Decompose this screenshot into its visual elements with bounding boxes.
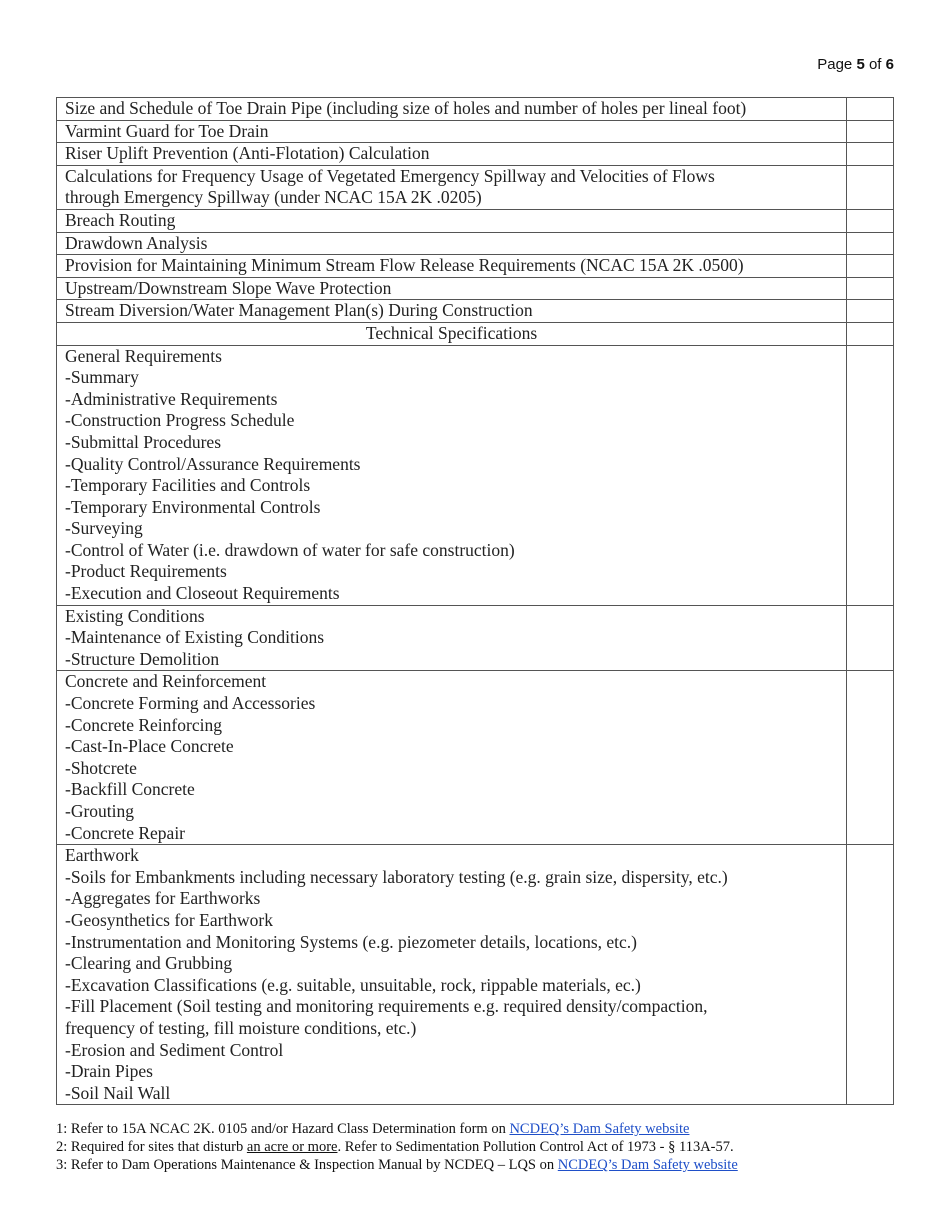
item-text: -Temporary Environmental Controls [65, 496, 321, 517]
item-cell [57, 143, 847, 166]
dam-safety-link[interactable]: NCDEQ’s Dam Safety website [557, 1157, 738, 1173]
checklist-table [56, 97, 894, 1105]
item-text: -Instrumentation and Monitoring Systems (e.g. piezometer details, locations, etc.) [65, 931, 638, 952]
item-text: -Fill Placement (Soil testing and monitoring requirements e.g. required density/compaction, [65, 996, 708, 1017]
item-text: Existing Conditions [65, 605, 205, 626]
item-text: -Quality Control/Assurance Requirements [65, 453, 361, 474]
table-row [57, 165, 894, 209]
item-text: -Submittal Procedures [65, 431, 222, 452]
page-of: of [868, 56, 882, 73]
page-number [817, 56, 894, 73]
table-row [57, 605, 894, 671]
item-cell [57, 345, 847, 605]
item-cell [57, 255, 847, 278]
footnote-2 [56, 1138, 738, 1156]
check-cell[interactable] [847, 120, 894, 143]
check-cell[interactable] [847, 300, 894, 323]
dam-safety-link[interactable]: NCDEQ’s Dam Safety website [509, 1121, 690, 1137]
item-text: -Temporary Facilities and Controls [65, 475, 311, 496]
item-text: -Drain Pipes [65, 1061, 153, 1082]
check-cell[interactable] [847, 277, 894, 300]
checklist-top-rows [57, 98, 894, 323]
page-current: 5 [856, 56, 865, 73]
item-text: Varmint Guard for Toe Drain [65, 120, 269, 141]
item-text: -Structure Demolition [65, 648, 220, 669]
check-cell[interactable] [847, 605, 894, 671]
item-text: -Control of Water (i.e. drawdown of water for safe construction) [65, 539, 515, 560]
footnotes [56, 1120, 738, 1174]
item-text: Calculations for Frequency Usage of Vegetated Emergency Spillway and Velocities of Flows [65, 165, 715, 186]
item-cell [57, 277, 847, 300]
item-text: -Aggregates for Earthworks [65, 888, 261, 909]
table-row [57, 232, 894, 255]
item-text: -Erosion and Sediment Control [65, 1039, 284, 1060]
item-text: -Shotcrete [65, 757, 137, 778]
item-text: Size and Schedule of Toe Drain Pipe (including size of holes and number of holes per lineal foot) [65, 98, 747, 118]
item-cell [57, 300, 847, 323]
item-text: -Administrative Requirements [65, 388, 278, 409]
table-row [57, 300, 894, 323]
footnote-2-text: 2: Required for sites that disturb [56, 1139, 247, 1155]
checklist-bottom-rows [57, 345, 894, 1105]
footnote-3 [56, 1156, 738, 1174]
item-text: -Maintenance of Existing Conditions [65, 627, 325, 648]
item-text: frequency of testing, fill moisture conditions, etc.) [65, 1017, 417, 1038]
check-cell[interactable] [847, 143, 894, 166]
item-text: Concrete and Reinforcement [65, 671, 267, 692]
item-cell [57, 845, 847, 1105]
footnote-1 [56, 1120, 738, 1138]
check-cell[interactable] [847, 98, 894, 121]
item-text: -Surveying [65, 518, 143, 539]
item-cell [57, 605, 847, 671]
item-text: -Concrete Forming and Accessories [65, 693, 316, 714]
footnote-3-text: 3: Refer to Dam Operations Maintenance & Inspection Manual by NCDEQ – LQS on [56, 1157, 558, 1173]
item-text: Stream Diversion/Water Management Plan(s) During Construction [65, 300, 533, 321]
item-text: -Concrete Repair [65, 822, 186, 843]
item-text: -Product Requirements [65, 561, 227, 582]
footnote-2-text-cont: . Refer to Sedimentation Pollution Control Act of 1973 - § 113A-57. [337, 1139, 734, 1155]
check-cell[interactable] [847, 232, 894, 255]
table-row [57, 255, 894, 278]
section-heading: Technical Specifications [57, 322, 847, 345]
table-row [57, 98, 894, 121]
page-label: Page [817, 56, 853, 73]
check-cell[interactable] [847, 322, 894, 345]
item-text: -Cast-In-Place Concrete [65, 736, 234, 757]
item-text: -Soil Nail Wall [65, 1082, 171, 1103]
page-total: 6 [885, 56, 894, 73]
item-cell [57, 232, 847, 255]
item-text: through Emergency Spillway (under NCAC 15A 2K .0205) [65, 187, 482, 208]
table-row [57, 671, 894, 845]
item-cell [57, 209, 847, 232]
item-text: Breach Routing [65, 209, 176, 230]
item-text: -Construction Progress Schedule [65, 410, 295, 431]
item-text: -Concrete Reinforcing [65, 714, 222, 735]
table-row [57, 143, 894, 166]
item-text: General Requirements [65, 345, 222, 366]
item-text: -Excavation Classifications (e.g. suitable, unsuitable, rock, rippable materials, ec.) [65, 974, 641, 995]
item-cell [57, 98, 847, 121]
section-heading-row [57, 322, 894, 345]
footnote-1-text: 1: Refer to 15A NCAC 2K. 0105 and/or Hazard Class Determination form on [56, 1121, 510, 1137]
item-text: -Soils for Embankments including necessary laboratory testing (e.g. grain size, dispersity, etc.) [65, 866, 728, 887]
table-row [57, 322, 894, 345]
item-text: -Execution and Closeout Requirements [65, 583, 340, 604]
item-text: -Summary [65, 367, 139, 388]
item-text: -Clearing and Grubbing [65, 953, 233, 974]
footnote-2-emphasis: an acre or more [246, 1139, 338, 1155]
table-row [57, 277, 894, 300]
item-text: Upstream/Downstream Slope Wave Protection [65, 277, 392, 298]
check-cell[interactable] [847, 345, 894, 605]
item-text: Drawdown Analysis [65, 232, 208, 253]
table-row [57, 345, 894, 605]
check-cell[interactable] [847, 845, 894, 1105]
table-row [57, 120, 894, 143]
item-text: Earthwork [65, 845, 139, 866]
item-text: -Grouting [65, 801, 135, 821]
item-text: -Geosynthetics for Earthwork [65, 909, 273, 930]
item-cell [57, 671, 847, 845]
table-row [57, 845, 894, 1105]
check-cell[interactable] [847, 209, 894, 232]
item-cell [57, 165, 847, 209]
item-text: Riser Uplift Prevention (Anti-Flotation) Calculation [65, 143, 430, 164]
item-text: Provision for Maintaining Minimum Stream Flow Release Requirements (NCAC 15A 2K .0500) [65, 255, 744, 276]
item-cell [57, 120, 847, 143]
item-text: -Backfill Concrete [65, 779, 195, 800]
table-row [57, 209, 894, 232]
check-cell[interactable] [847, 165, 894, 209]
check-cell[interactable] [847, 255, 894, 278]
check-cell[interactable] [847, 671, 894, 845]
